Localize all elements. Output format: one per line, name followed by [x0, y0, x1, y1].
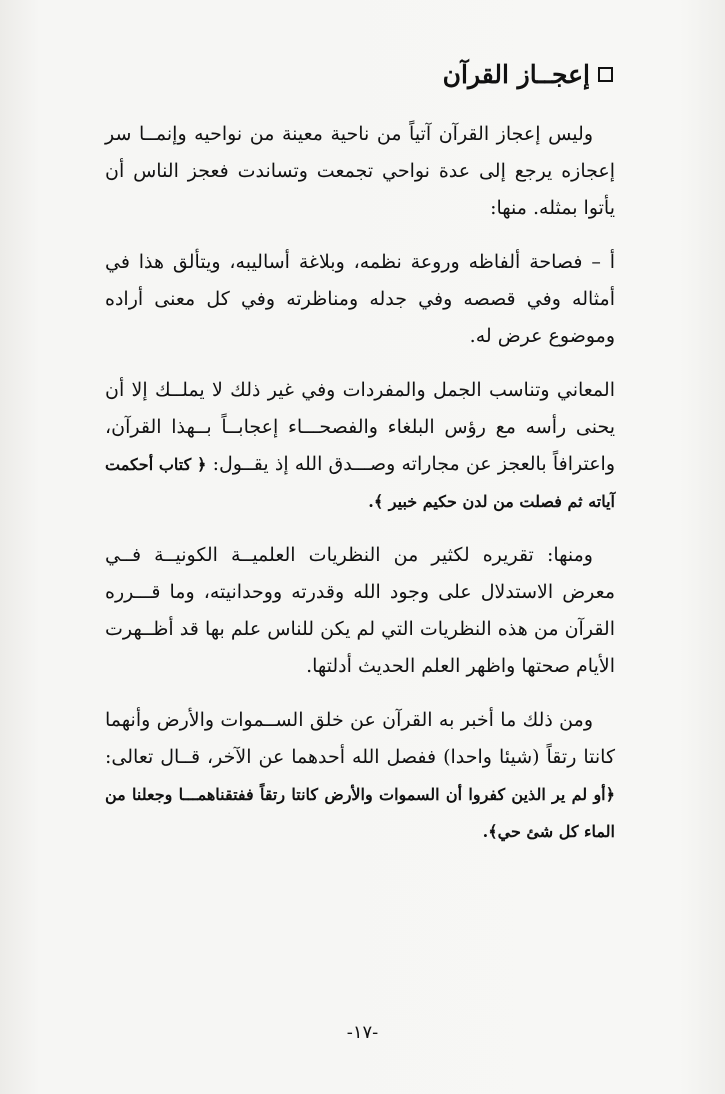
- section-heading: [443, 60, 613, 89]
- paragraph-creation: [105, 702, 615, 850]
- paragraph-text: ومنها: تقريره لكثير من النظريات العلميــة الكونيــة فــي معرض الاستدلال على وجود الله وقدرته ووحدانيته، وما قـــرره القرآن من هذه النظريات التي لم يكن للناس علم بها قد أظــهرت الأيام صحتها واظهر العلم الحديث أدلتها.: [105, 544, 615, 677]
- body-text: [105, 116, 615, 867]
- quran-verse: ﴿ كتاب أحكمت آياته ثم فصلت من لدن حكيم خبير ﴾.: [105, 455, 615, 511]
- paragraph-theories: [105, 537, 615, 685]
- square-bullet-icon: [598, 67, 613, 82]
- page-number: -١٧-: [346, 1022, 379, 1043]
- paragraph-text: المعاني وتناسب الجمل والمفردات وفي غير ذلك لا يملــك إلا أن يحنى رأسه مع رؤس البلغاء والفصحـــاء إعجابــاً بــهذا القرآن، واعترافاً بالعجز عن مجاراته وصـــدق الله إذ يقــول:: [105, 379, 615, 475]
- section-title: إعجــاز القرآن: [442, 60, 590, 89]
- quran-verse: ﴿أو لم ير الذين كفروا أن السموات والأرض كانتا رتقاً ففتقناهمـــا وجعلنا من الماء كل شئ حي﴾.: [105, 785, 615, 841]
- paragraph-text: وليس إعجاز القرآن آتياً من ناحية معينة من نواحيه وإنمــا سر إعجازه يرجع إلى عدة نواحي تجمعت وتساندت فعجز الناس أن يأتوا بمثله. منها:: [105, 123, 615, 219]
- paragraph-text: ومن ذلك ما أخبر به القرآن عن خلق الســموات والأرض وأنهما كانتا رتقاً (شيئا واحدا) ففصل الله أحدهما عن الآخر، قــال تعالى:: [105, 709, 615, 768]
- paragraph-intro: [105, 116, 615, 227]
- paragraph-text: أ – فصاحة ألفاظه وروعة نظمه، وبلاغة أساليبه، ويتألق هذا في أمثاله وفي قصصه وفي جدله ومناظرته وفي كل معنى أراده وموضوع عرض له.: [105, 251, 615, 347]
- paragraph-point-a: [105, 244, 615, 355]
- paragraph-meanings: [105, 372, 615, 520]
